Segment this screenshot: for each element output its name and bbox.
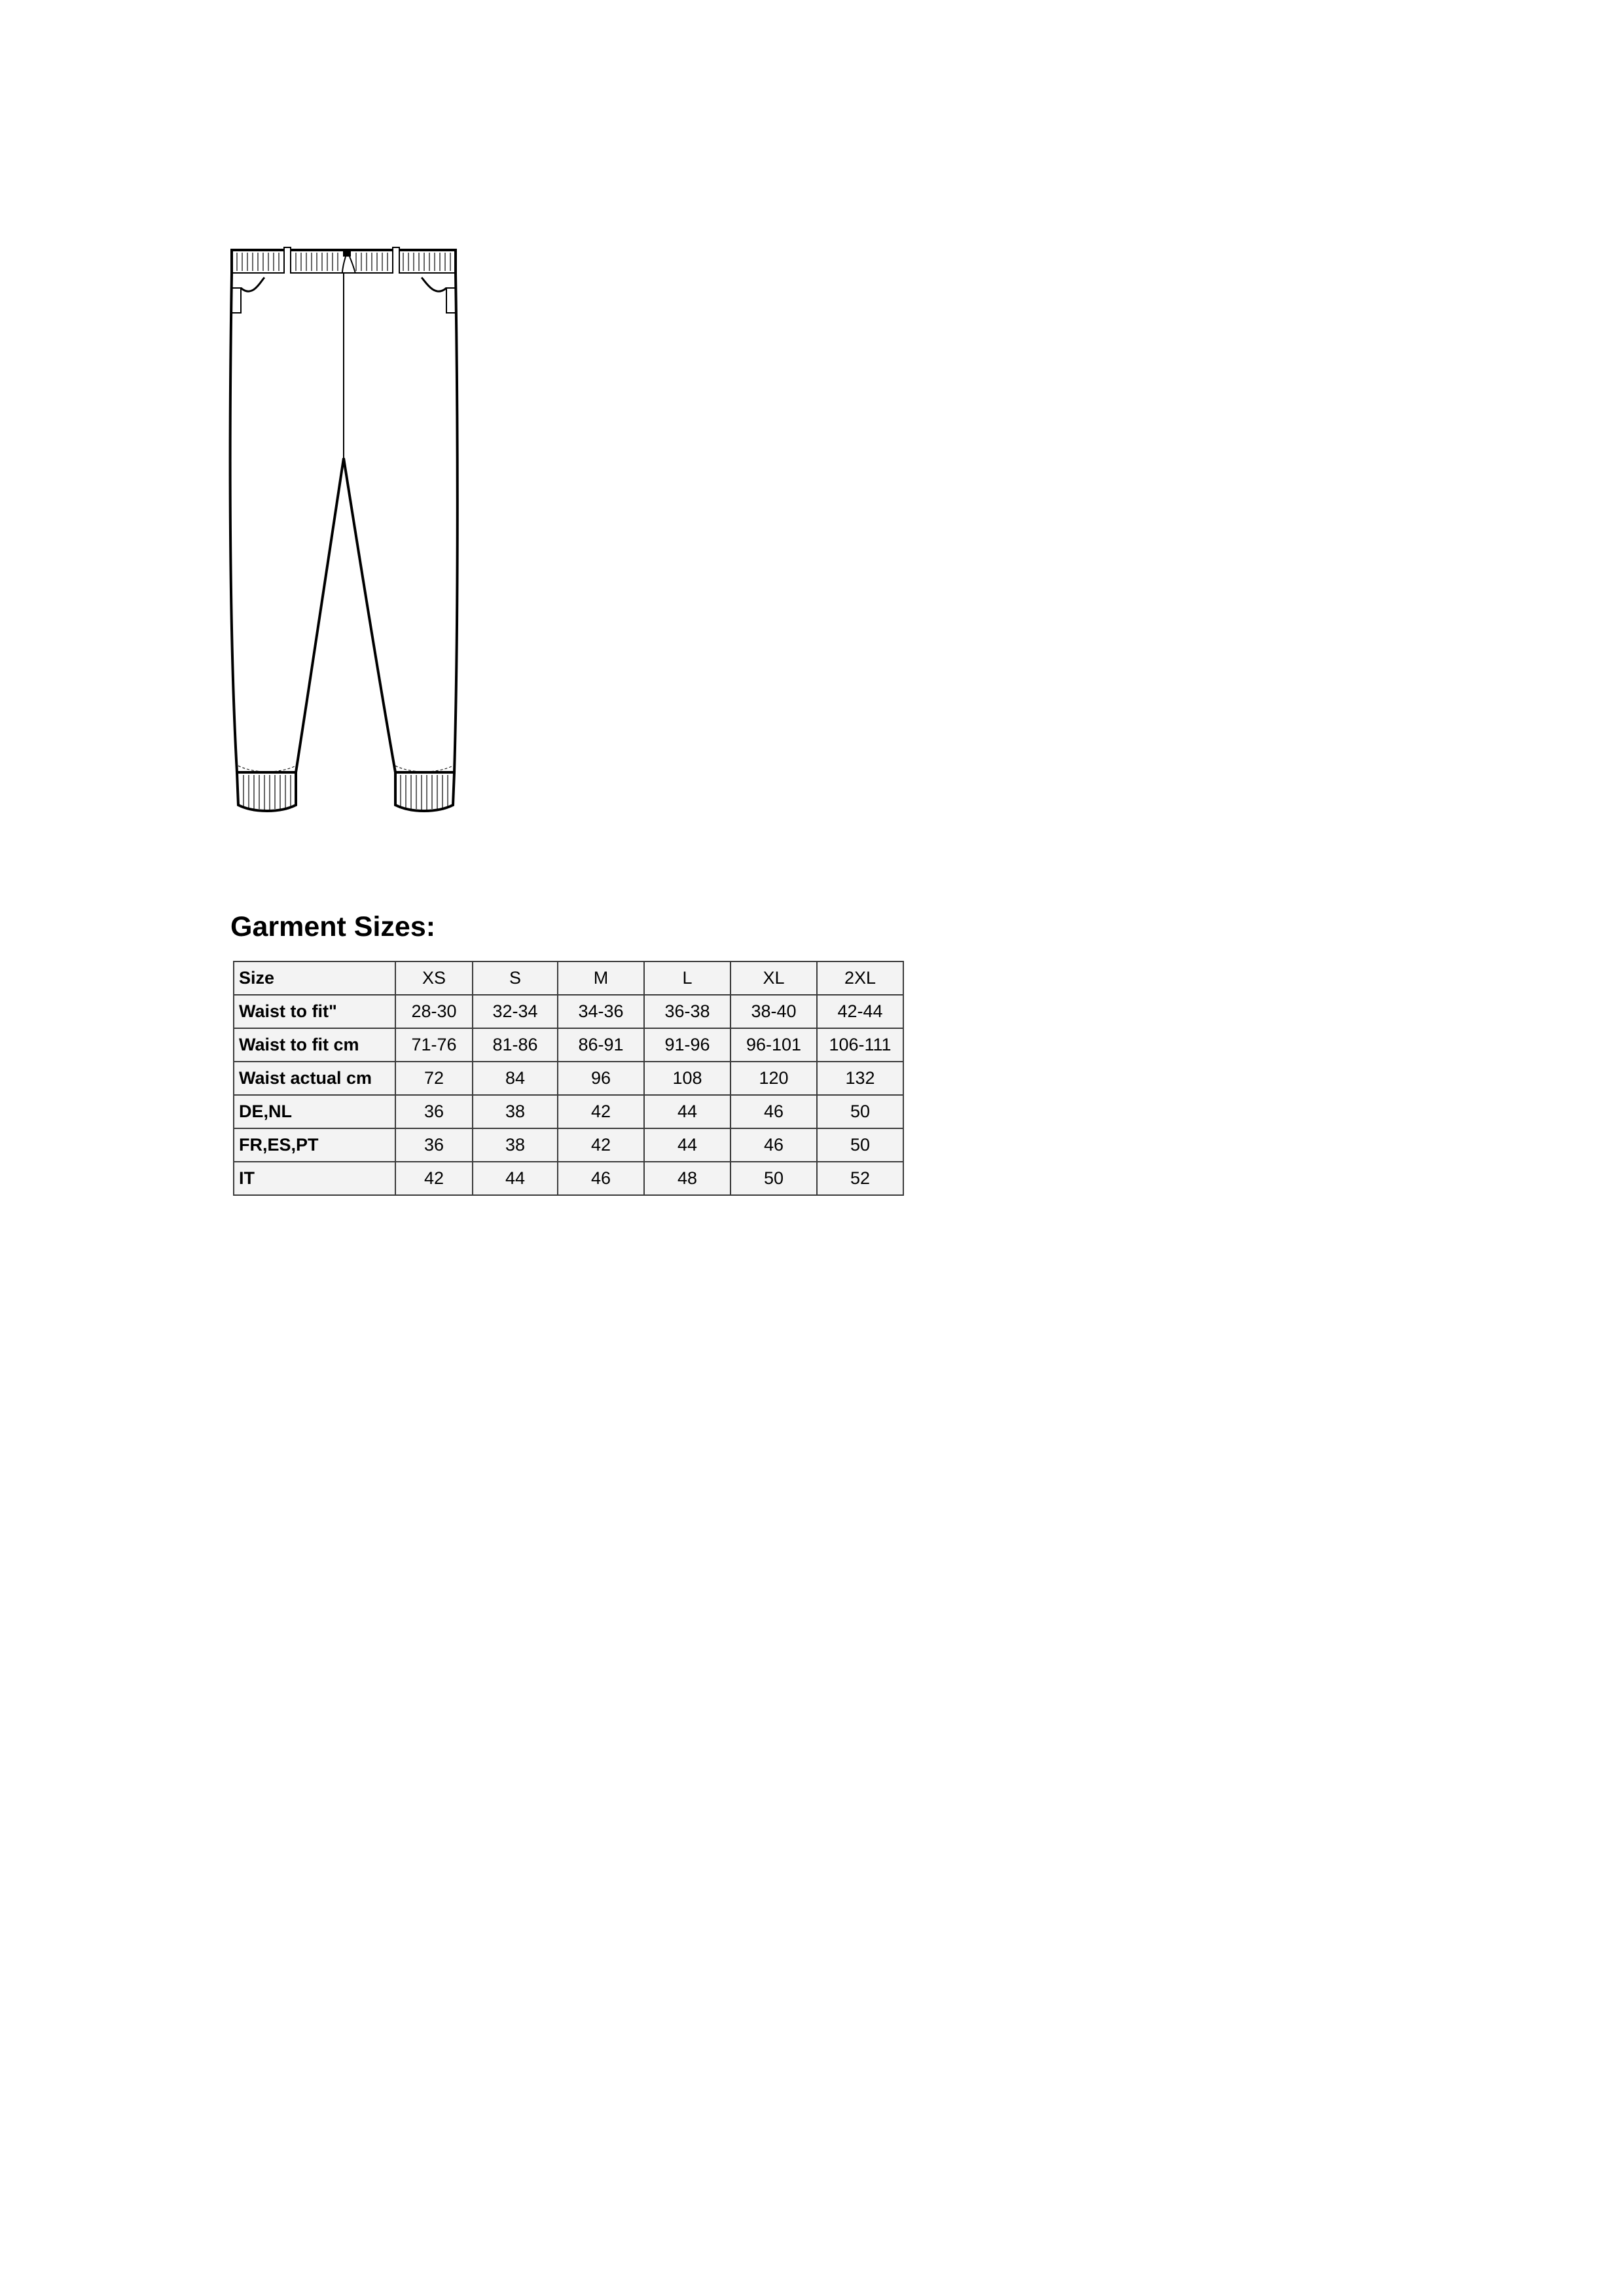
table-cell: 120 bbox=[731, 1062, 817, 1095]
table-cell: 36 bbox=[395, 1095, 473, 1128]
table-cell: 52 bbox=[817, 1162, 903, 1195]
table-cell: 96 bbox=[558, 1062, 644, 1095]
table-cell: 48 bbox=[644, 1162, 731, 1195]
table-cell: 108 bbox=[644, 1062, 731, 1095]
row-label: Waist to fit cm bbox=[234, 1028, 395, 1062]
row-label: Waist actual cm bbox=[234, 1062, 395, 1095]
row-label: FR,ES,PT bbox=[234, 1128, 395, 1162]
table-cell: 46 bbox=[731, 1128, 817, 1162]
section-title: Garment Sizes: bbox=[230, 911, 436, 942]
table-cell: 106-111 bbox=[817, 1028, 903, 1062]
table-cell: 71-76 bbox=[395, 1028, 473, 1062]
row-label: IT bbox=[234, 1162, 395, 1195]
table-cell: 50 bbox=[731, 1162, 817, 1195]
table-cell: 44 bbox=[473, 1162, 558, 1195]
table-cell: 91-96 bbox=[644, 1028, 731, 1062]
table-cell: 44 bbox=[644, 1128, 731, 1162]
row-label: Size bbox=[234, 961, 395, 995]
table-row bbox=[234, 1095, 903, 1128]
table-cell: 50 bbox=[817, 1095, 903, 1128]
garment-size-table bbox=[233, 961, 904, 1196]
table-row bbox=[234, 1062, 903, 1095]
table-cell: 32-34 bbox=[473, 995, 558, 1028]
table-cell: 34-36 bbox=[558, 995, 644, 1028]
table-cell: XS bbox=[395, 961, 473, 995]
table-cell: 81-86 bbox=[473, 1028, 558, 1062]
table-cell: 38 bbox=[473, 1095, 558, 1128]
table-cell: 2XL bbox=[817, 961, 903, 995]
table-row bbox=[234, 1028, 903, 1062]
table-cell: XL bbox=[731, 961, 817, 995]
table-cell: 36-38 bbox=[644, 995, 731, 1028]
table-cell: L bbox=[644, 961, 731, 995]
table-cell: 84 bbox=[473, 1062, 558, 1095]
table-cell: 42 bbox=[558, 1095, 644, 1128]
table-cell: 86-91 bbox=[558, 1028, 644, 1062]
table-row bbox=[234, 1128, 903, 1162]
table-row bbox=[234, 995, 903, 1028]
table-cell: 28-30 bbox=[395, 995, 473, 1028]
table-cell: 50 bbox=[817, 1128, 903, 1162]
table-cell: 42-44 bbox=[817, 995, 903, 1028]
table-cell: M bbox=[558, 961, 644, 995]
table-cell: 42 bbox=[395, 1162, 473, 1195]
jogger-pants-illustration bbox=[228, 242, 460, 825]
row-label: DE,NL bbox=[234, 1095, 395, 1128]
table-row bbox=[234, 961, 903, 995]
table-cell: 46 bbox=[558, 1162, 644, 1195]
table-cell: 38 bbox=[473, 1128, 558, 1162]
table-row bbox=[234, 1162, 903, 1195]
table-cell: 44 bbox=[644, 1095, 731, 1128]
row-label: Waist to fit" bbox=[234, 995, 395, 1028]
table-cell: 38-40 bbox=[731, 995, 817, 1028]
table-cell: 96-101 bbox=[731, 1028, 817, 1062]
table-cell: 42 bbox=[558, 1128, 644, 1162]
table-cell: 72 bbox=[395, 1062, 473, 1095]
table-cell: 36 bbox=[395, 1128, 473, 1162]
table-cell: 132 bbox=[817, 1062, 903, 1095]
table-cell: 46 bbox=[731, 1095, 817, 1128]
jogger-pants-icon bbox=[228, 242, 460, 825]
table-cell: S bbox=[473, 961, 558, 995]
